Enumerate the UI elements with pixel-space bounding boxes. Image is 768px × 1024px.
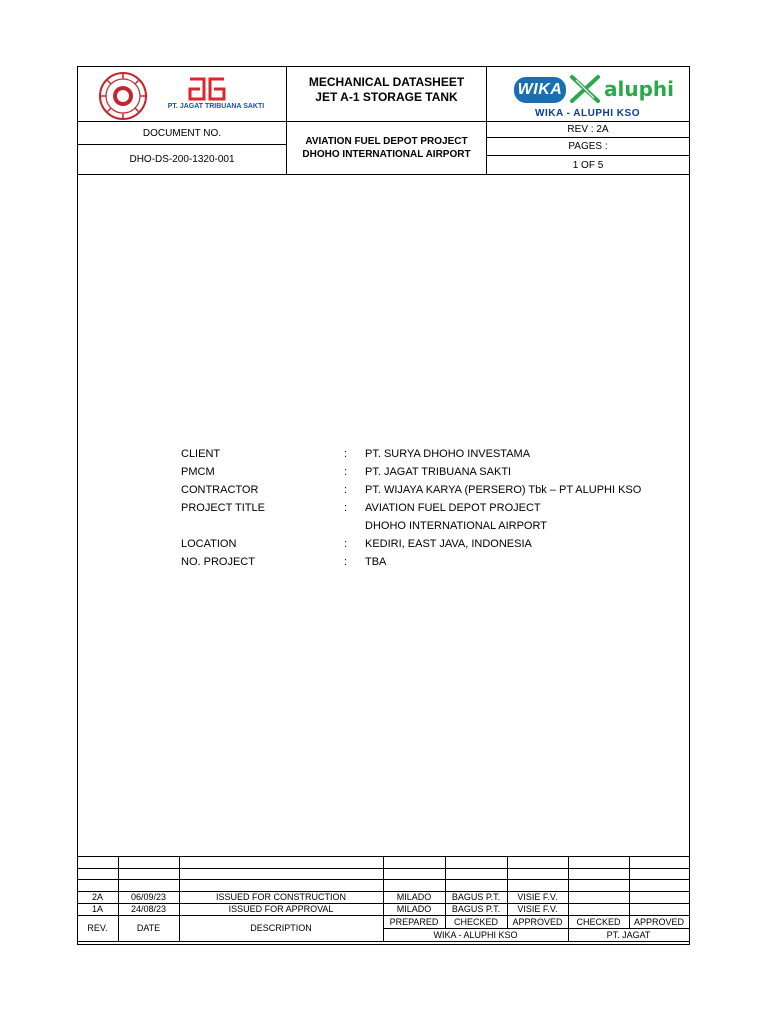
- surya-dhoho-seal-logo: [98, 71, 148, 121]
- revision-table: [77, 856, 690, 945]
- datasheet-title: [287, 75, 486, 105]
- jts-company-name: PT. JAGAT TRIBUANA SAKTI: [167, 103, 265, 110]
- info-colon: :: [344, 538, 348, 550]
- title-line-2: JET A-1 STORAGE TANK: [315, 90, 458, 104]
- info-value: PT. SURYA DHOHO INVESTAMA: [365, 448, 531, 460]
- info-label: PROJECT TITLE: [181, 502, 265, 514]
- header-date: DATE: [136, 923, 161, 933]
- document-no-value: DHO-DS-200-1320-001: [129, 154, 235, 165]
- checked-cell: BAGUS P.T.: [451, 904, 501, 914]
- info-value: AVIATION FUEL DEPOT PROJECT: [365, 502, 541, 514]
- info-colon: :: [344, 556, 348, 568]
- checked-cell: BAGUS P.T.: [451, 892, 501, 902]
- wika-logo: WIKA: [514, 77, 566, 103]
- approved-cell: VISIE F.V.: [517, 892, 558, 902]
- description-cell: ISSUED FOR CONSTRUCTION: [215, 892, 346, 902]
- header-checked: CHECKED: [453, 916, 498, 927]
- header-rev: REV.: [87, 923, 108, 933]
- title-line-1: MECHANICAL DATASHEET: [308, 75, 465, 89]
- info-value: KEDIRI, EAST JAVA, INDONESIA: [365, 538, 532, 550]
- info-label: LOCATION: [181, 538, 237, 550]
- prepared-cell: MILADO: [396, 892, 432, 902]
- project-line-1: AVIATION FUEL DEPOT PROJECT: [305, 136, 468, 147]
- date-cell: 24/08/23: [130, 904, 167, 914]
- pages-label: PAGES :: [568, 141, 608, 152]
- info-label: PMCM: [181, 466, 215, 478]
- project-name: [287, 122, 486, 174]
- info-value: PT. WIJAYA KARYA (PERSERO) Tbk – PT ALUPHI KSO: [365, 484, 642, 496]
- info-colon: :: [344, 466, 348, 478]
- info-label: NO. PROJECT: [181, 556, 255, 568]
- group-owner: PT. JAGAT: [606, 929, 651, 940]
- info-label: CLIENT: [181, 448, 221, 460]
- revision-label: REV : 2A: [567, 124, 609, 135]
- info-value: PT. JAGAT TRIBUANA SAKTI: [365, 466, 512, 478]
- description-cell: ISSUED FOR APPROVAL: [228, 904, 334, 914]
- info-colon: :: [344, 448, 348, 460]
- header-approved: APPROVED: [512, 916, 563, 927]
- info-colon: :: [344, 484, 348, 496]
- prepared-cell: MILADO: [396, 904, 432, 914]
- approved-cell: VISIE F.V.: [517, 904, 558, 914]
- info-label: CONTRACTOR: [181, 484, 259, 496]
- rev-cell: 2A: [91, 892, 103, 902]
- date-cell: 06/09/23: [130, 892, 167, 902]
- group-contractor: WIKA - ALUPHI KSO: [433, 929, 518, 940]
- header-owner-approved: APPROVED: [633, 916, 684, 927]
- project-line-2: DHOHO INTERNATIONAL AIRPORT: [302, 149, 471, 160]
- kso-label: WIKA - ALUPHI KSO: [535, 108, 640, 119]
- pages-value: 1 OF 5: [572, 159, 604, 171]
- header-owner-checked: CHECKED: [576, 916, 621, 927]
- document-no-label: DOCUMENT NO.: [142, 127, 222, 139]
- info-value: TBA: [365, 556, 387, 568]
- info-colon: :: [344, 502, 348, 514]
- aluphi-logo-text: aluphi: [604, 77, 674, 101]
- header-description: DESCRIPTION: [250, 923, 312, 933]
- info-value: DHOHO INTERNATIONAL AIRPORT: [365, 520, 547, 532]
- rev-cell: 1A: [91, 904, 103, 914]
- jts-logo: [186, 75, 228, 103]
- header-prepared: PREPARED: [389, 916, 439, 927]
- aluphi-logo-mark: [568, 73, 602, 105]
